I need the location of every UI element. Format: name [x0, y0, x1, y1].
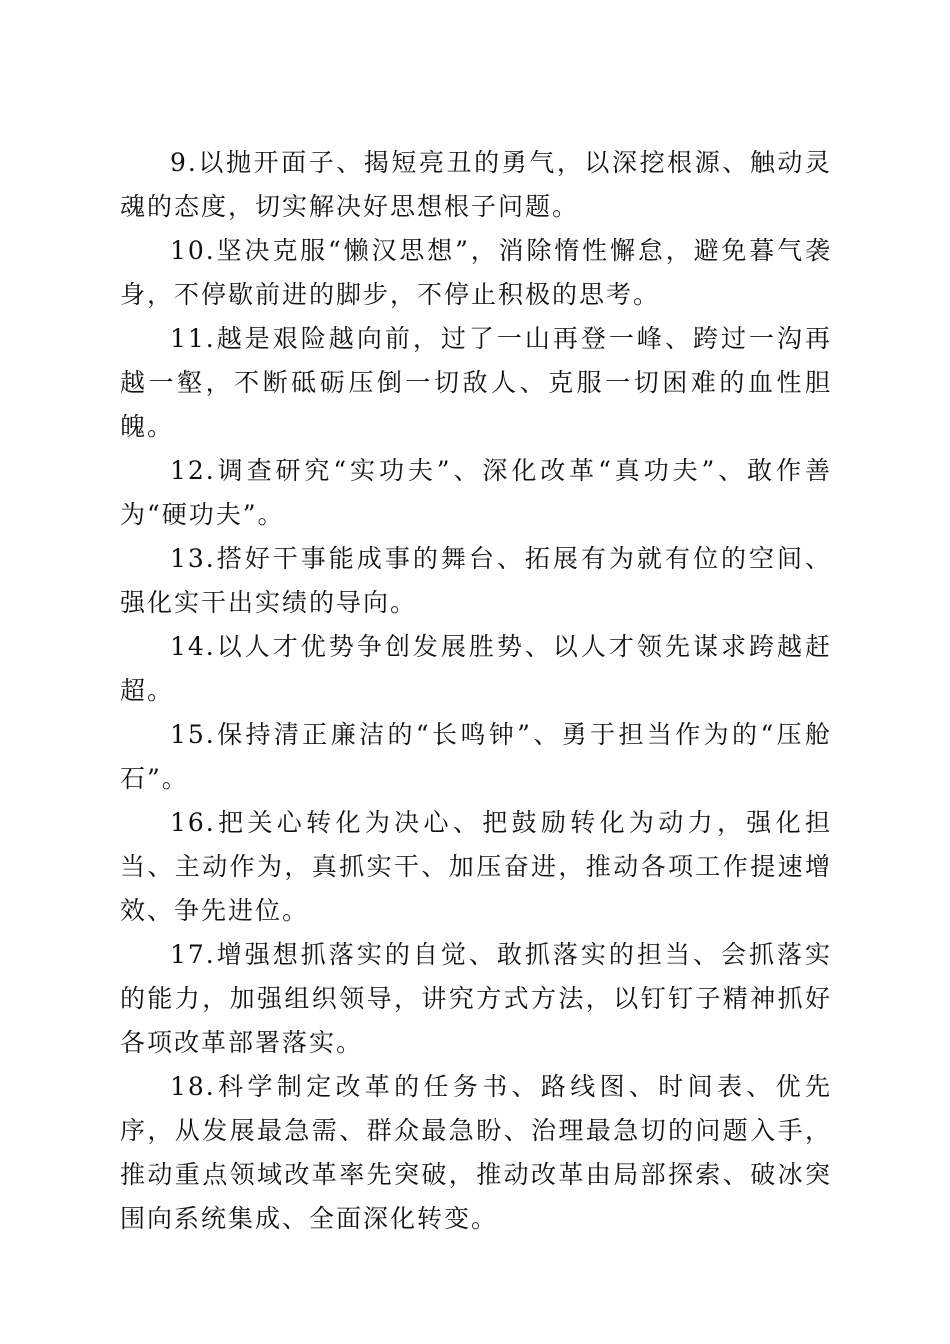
paragraph-9: 9.以抛开面子、揭短亮丑的勇气，以深挖根源、触动灵魂的态度，切实解决好思想根子问题。 [120, 148, 832, 221]
paragraph-14: 14.以人才优势争创发展胜势、以人才领先谋求跨越赶超。 [120, 632, 832, 705]
paragraph-13: 13.搭好干事能成事的舞台、拓展有为就有位的空间、强化实干出实绩的导向。 [120, 544, 832, 617]
paragraph-12: 12.调查研究“实功夫”、深化改革“真功夫”、敢作善为“硬功夫”。 [120, 456, 832, 529]
paragraph-17: 17.增强想抓落实的自觉、敢抓落实的担当、会抓落实的能力，加强组织领导，讲究方式方法，以钉钉子精神抓好各项改革部署落实。 [120, 940, 832, 1057]
document-body [120, 141, 832, 1241]
paragraph-11: 11.越是艰险越向前，过了一山再登一峰、跨过一沟再越一壑，不断砥砺压倒一切敌人、克服一切困难的血性胆魄。 [120, 324, 832, 441]
paragraph-15: 15.保持清正廉洁的“长鸣钟”、勇于担当作为的“压舱石”。 [120, 720, 832, 793]
paragraph-16: 16.把关心转化为决心、把鼓励转化为动力，强化担当、主动作为，真抓实干、加压奋进，推动各项工作提速增效、争先进位。 [120, 808, 832, 925]
paragraph-10: 10.坚决克服“懒汉思想”，消除惰性懈怠，避免暮气袭身，不停歇前进的脚步，不停止积极的思考。 [120, 236, 832, 309]
paragraph-18: 18.科学制定改革的任务书、路线图、时间表、优先序，从发展最急需、群众最急盼、治理最急切的问题入手，推动重点领域改革率先突破，推动改革由局部探索、破冰突围向系统集成、全面深化转变。 [120, 1072, 832, 1233]
